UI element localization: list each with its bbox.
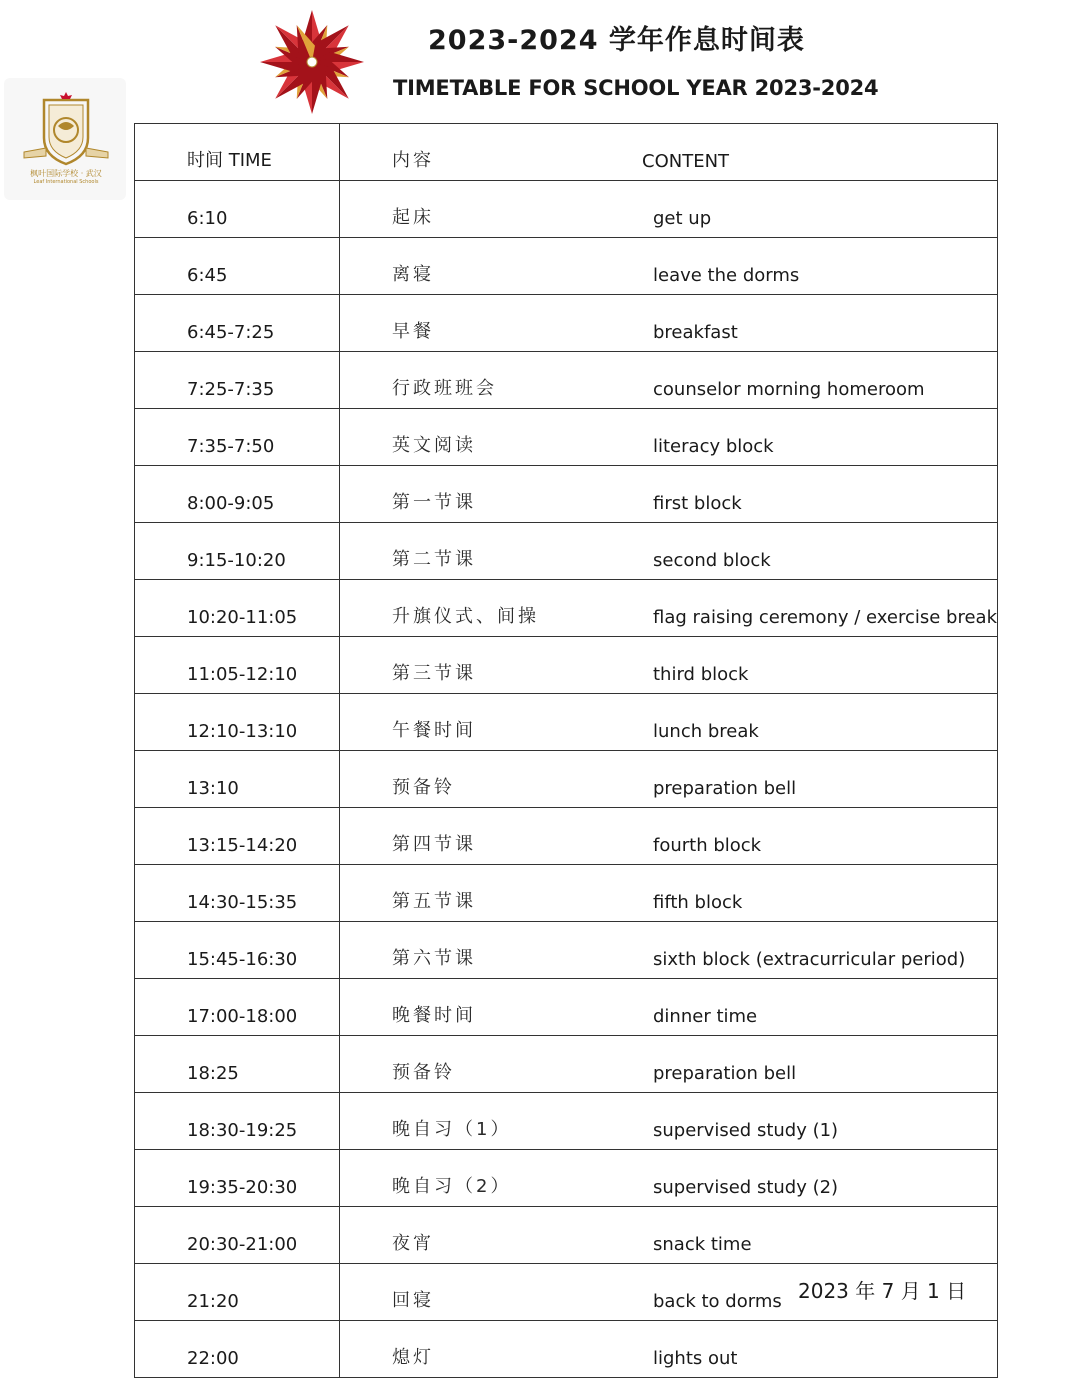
content-en: lunch break [653,721,759,742]
school-badge-logo [4,78,126,200]
star-emblem-icon [258,6,366,118]
time-cell [135,1036,340,1093]
table-row [135,1036,998,1093]
content-cn: 离寝 [392,264,434,285]
table-row [135,295,998,352]
content-cell [340,523,998,580]
time-cell [135,352,340,409]
content-cn: 行政班班会 [392,378,497,399]
content-cell [340,637,998,694]
time-value: 13:10 [187,778,239,799]
table-row [135,523,998,580]
time-value: 18:30-19:25 [187,1120,298,1141]
time-cell [135,1150,340,1207]
time-value: 6:45 [187,265,228,286]
content-en: literacy block [653,436,774,457]
content-cn: 升旗仪式、间操 [392,606,539,627]
content-cn: 夜宵 [392,1233,434,1254]
content-en: back to dorms [653,1291,782,1312]
table-row [135,637,998,694]
time-cell [135,466,340,523]
content-cn: 第二节课 [392,549,476,570]
page-title-en: TIMETABLE FOR SCHOOL YEAR 2023-2024 [393,76,879,100]
content-cn: 第三节课 [392,663,476,684]
content-en: flag raising ceremony / exercise break [653,607,998,628]
time-cell [135,751,340,808]
content-en: dinner time [653,1006,758,1027]
time-value: 10:20-11:05 [187,607,298,628]
table-row [135,466,998,523]
time-value: 13:15-14:20 [187,835,298,856]
content-cn: 预备铃 [392,1062,455,1083]
time-cell [135,238,340,295]
content-cn: 预备铃 [392,777,455,798]
content-cn: 第四节课 [392,834,476,855]
badge-subtext: Leaf International Schools [33,179,99,185]
content-cell [340,922,998,979]
time-value: 20:30-21:00 [187,1234,298,1255]
content-cn: 晚自习（2） [392,1176,512,1197]
table-row [135,181,998,238]
time-value: 17:00-18:00 [187,1006,298,1027]
time-cell [135,1093,340,1150]
time-value: 11:05-12:10 [187,664,298,685]
header-content [340,124,998,181]
table-header-row [135,124,998,181]
content-cell [340,865,998,922]
content-en: breakfast [653,322,738,343]
content-cell [340,808,998,865]
time-cell [135,865,340,922]
content-en: snack time [653,1234,752,1255]
content-cell [340,694,998,751]
table-row [135,865,998,922]
timetable [134,123,998,1378]
content-en: first block [653,493,742,514]
time-cell [135,637,340,694]
content-en: supervised study (1) [653,1120,839,1141]
time-value: 9:15-10:20 [187,550,286,571]
time-value: 12:10-13:10 [187,721,298,742]
time-value: 6:10 [187,208,228,229]
badge-text: 枫叶国际学校 · 武汉 [30,169,102,178]
content-cell [340,580,998,637]
crest-icon [16,90,116,170]
content-en: counselor morning homeroom [653,379,925,400]
table-row [135,694,998,751]
content-en: fifth block [653,892,743,913]
time-cell [135,694,340,751]
time-value: 21:20 [187,1291,239,1312]
time-value: 7:25-7:35 [187,379,275,400]
header-content-cn: 内容 [392,150,434,171]
content-en: leave the dorms [653,265,800,286]
time-value: 15:45-16:30 [187,949,298,970]
table-row [135,808,998,865]
time-cell [135,409,340,466]
table-row [135,238,998,295]
time-value: 18:25 [187,1063,239,1084]
content-cell [340,238,998,295]
content-cell [340,979,998,1036]
time-cell [135,580,340,637]
content-en: get up [653,208,712,229]
footer-date: 2023 年 7 月 1 日 [798,1279,967,1303]
content-en: preparation bell [653,778,797,799]
content-cn: 熄灯 [392,1347,434,1368]
time-value: 8:00-9:05 [187,493,275,514]
content-en: supervised study (2) [653,1177,839,1198]
table-row [135,1150,998,1207]
content-cn: 第五节课 [392,891,476,912]
content-cell [340,751,998,808]
content-en: second block [653,550,771,571]
content-cell [340,352,998,409]
content-cell [340,1150,998,1207]
content-cell [340,409,998,466]
content-en: preparation bell [653,1063,797,1084]
time-value: 7:35-7:50 [187,436,275,457]
table-row [135,1321,998,1378]
content-cn: 第六节课 [392,948,476,969]
content-cn: 晚自习（1） [392,1119,512,1140]
table-row [135,922,998,979]
content-cell [340,181,998,238]
time-value: 19:35-20:30 [187,1177,298,1198]
content-cn: 晚餐时间 [392,1005,476,1026]
content-cn: 第一节课 [392,492,476,513]
time-cell [135,808,340,865]
header-time-label: 时间 TIME [187,150,272,171]
time-cell [135,1207,340,1264]
content-cell [340,466,998,523]
table-row [135,1093,998,1150]
table-row [135,352,998,409]
content-en: fourth block [653,835,762,856]
time-value: 22:00 [187,1348,239,1369]
table-row [135,1207,998,1264]
header-content-en: CONTENT [642,151,730,172]
content-en: sixth block (extracurricular period) [653,949,966,970]
table-row [135,409,998,466]
table-row [135,979,998,1036]
time-cell [135,1264,340,1321]
content-en: third block [653,664,749,685]
content-cell [340,1036,998,1093]
content-cn: 早餐 [392,321,434,342]
content-cell [340,1321,998,1378]
content-cn: 午餐时间 [392,720,476,741]
content-cn: 英文阅读 [392,435,476,456]
content-cell [340,295,998,352]
content-en: lights out [653,1348,738,1369]
table-row [135,580,998,637]
content-cn: 回寝 [392,1290,434,1311]
content-cn: 起床 [392,207,434,228]
page-title-cn: 2023-2024 学年作息时间表 [428,25,805,56]
content-cell [340,1093,998,1150]
time-cell [135,1321,340,1378]
time-value: 6:45-7:25 [187,322,275,343]
time-cell [135,922,340,979]
header-time [135,124,340,181]
time-cell [135,523,340,580]
time-cell [135,979,340,1036]
time-cell [135,295,340,352]
time-cell [135,181,340,238]
table-row [135,751,998,808]
time-value: 14:30-15:35 [187,892,298,913]
content-cell [340,1207,998,1264]
